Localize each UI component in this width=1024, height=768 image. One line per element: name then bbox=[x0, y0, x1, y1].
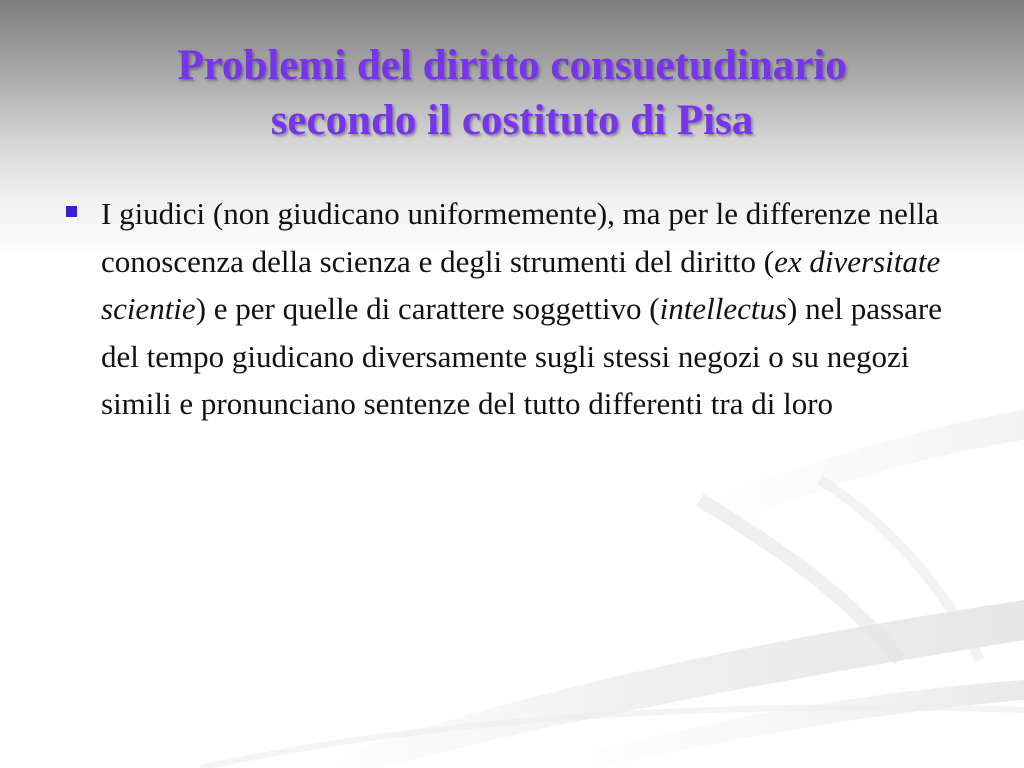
square-bullet-icon bbox=[66, 206, 77, 217]
slide-body bbox=[60, 190, 960, 428]
bullet-text-part-3: ) nel passare del tempo giudicano diversamente sugli stessi negozi o su negozi simili e pronunciano sentenze del tutto differenti tra di loro bbox=[101, 291, 942, 421]
slide-title-line-1: Problemi del diritto consuetudinario bbox=[177, 42, 847, 89]
bullet-text-part-1: I giudici (non giudicano uniformemente), ma per le differenze nella conoscenza della scienza e degli strumenti del diritto ( bbox=[101, 196, 939, 279]
bullet-text-part-2: ) e per quelle di carattere soggettivo ( bbox=[195, 291, 660, 326]
bullet-italic-intellectus: intellectus bbox=[659, 291, 788, 326]
bullet-text bbox=[101, 196, 942, 421]
bullet-item bbox=[60, 190, 960, 428]
bullet-italic-ex-diversitate-scientie: ex diversitate scientie bbox=[101, 243, 941, 326]
slide-title bbox=[40, 38, 984, 148]
slide-title-line-2: secondo il costituto di Pisa bbox=[270, 97, 754, 144]
